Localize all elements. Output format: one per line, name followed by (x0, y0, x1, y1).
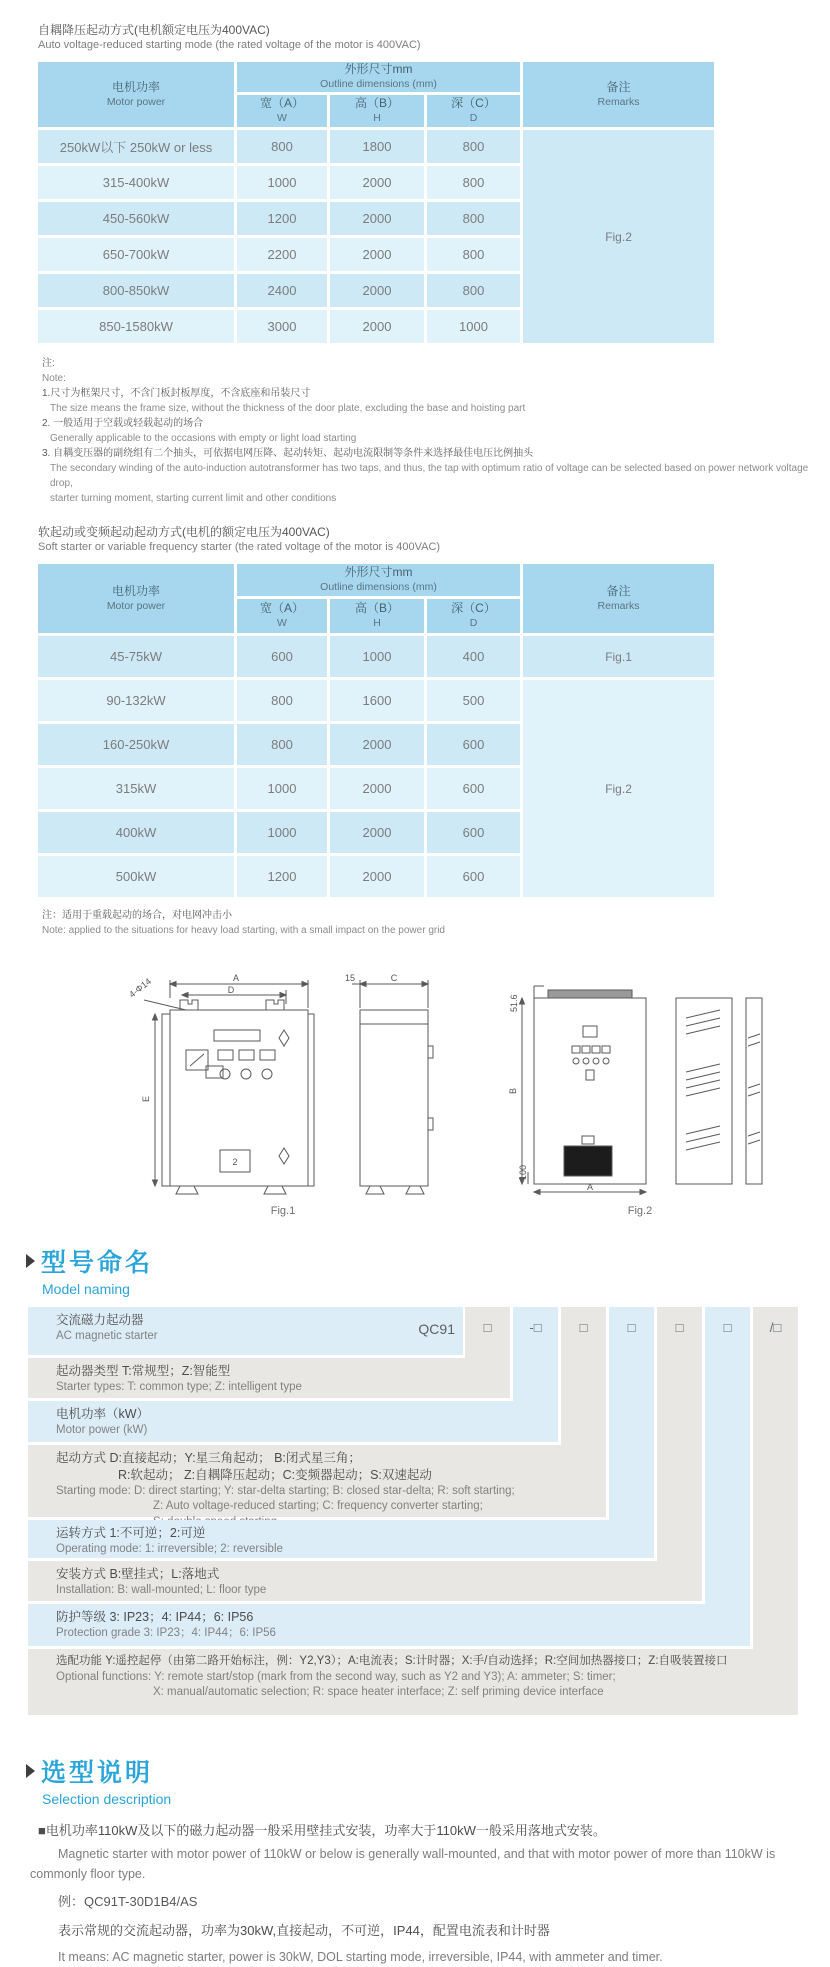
selection-example-desc-en: It means: AC magnetic starter, power is 30kW, DOL starting mode, irreversible, IP44, with ammeter and timer. (58, 1950, 663, 1965)
col-remarks: 备注 Remarks (523, 62, 714, 127)
fig2-dim-b: B (508, 1088, 518, 1095)
table-row: 500kW 1200 2000 600 (38, 856, 714, 897)
fig1-panel-num: 2 (232, 1157, 238, 1168)
fig1-label: Fig.1 (270, 1205, 296, 1218)
section2-title (38, 524, 830, 555)
model-row-starter-type: 起动器类型 T:常规型；Z:智能型 Starter types: T: common type; Z: intelligent type (28, 1358, 510, 1398)
model-row-operating-mode: 运转方式 1:不可逆；2:可逆 Operating mode: 1: irreversible; 2: reversible (28, 1520, 654, 1558)
model-naming-diagram (28, 1307, 804, 1719)
fig1-dim-a: A (232, 973, 240, 984)
code-column-strip (657, 1307, 702, 1601)
selection-example: 例：QC91T-30D1B4/AS (58, 1893, 198, 1909)
fig2-dim-516: 51.6 (509, 994, 519, 1013)
table-row: 450-560kW 1200 2000 800 (38, 202, 714, 235)
model-naming-header (26, 1243, 830, 1297)
table-row: 650-700kW 2200 2000 800 (38, 238, 714, 271)
fig2-dim-a: A (586, 1182, 594, 1193)
figures (118, 968, 830, 1217)
section1-title (38, 22, 830, 53)
col-width-a: 宽（A） W (237, 95, 327, 127)
section2-title-en: Soft starter or variable frequency starter (the rated voltage of the motor is 400VAC) (38, 541, 441, 554)
table-row: 800-850kW 2400 2000 800 (38, 274, 714, 307)
col-motor-power: 电机功率 Motor power (38, 62, 234, 127)
remarks-fig2: Fig.2 (523, 130, 714, 343)
table-row: 90-132kW 800 1600 500 Fig.2 (38, 680, 714, 721)
figure-2 (500, 968, 780, 1217)
model-naming-title-en: Model naming (42, 1281, 130, 1298)
selection-paragraph-en: Magnetic starter with motor power of 110kW or below is generally wall-mounted, and that with motor power of more than 110kW is commonly floor type. (30, 1846, 776, 1881)
code-box: -□ (529, 1320, 542, 1336)
table2-note: 注：适用于重载起动的场合，对电网冲击小 Note: applied to the situations for heavy load starting, with a small impact on the power grid (42, 910, 445, 937)
col-remarks: 备注 Remarks (523, 564, 714, 633)
fig1-dim-d: D (227, 985, 235, 996)
fig1-dim-15: 15 (344, 973, 356, 984)
col-outline-dimensions: 外形尺寸mm Outline dimensions (mm) (237, 62, 520, 92)
code-column-strip (705, 1307, 750, 1646)
model-naming-title-cn: 型号命名 (41, 1249, 154, 1278)
model-row-product: 交流磁力起动器 AC magnetic starter QC91 (28, 1307, 463, 1355)
fig2-drawing (500, 968, 780, 1198)
col-height-b: 高（B） H (330, 599, 424, 633)
selection-title-en: Selection description (42, 1791, 172, 1808)
fig1-dim-e: E (141, 1096, 151, 1103)
fig1-dim-holes: 4-Φ14 (127, 976, 154, 1000)
selection-title-cn: 选型说明 (41, 1759, 154, 1788)
table1-notes: 注: Note: 1.尺寸为框架尺寸，不含门板封板厚度，不含底座和吊装尺寸 The size means the frame size, without the thickness of the door plate, excluding the base and hoisting part 2. 一般适用于空载或轻载起动的场合 Generally applicable to the occasions with empty or light load starting 3. 自耦变压器的副绕组有二个抽头，可依据电网压降、起动转矩、起动电流限制等条件来选择最佳电压比例抽头 The secondary winding of the auto-induction autotransformer has two taps, and thus, the tap with optimum ratio of voltage can be selected based on power network voltage drop, starter turning moment, starting current limit and other conditions (42, 358, 809, 505)
model-row-starting-mode: 起动方式 D:直接起动；Y:星三角起动； B:闭式星三角； R:软起动； Z:自耦降压起动；C:变频器起动；S:双速起动 Starting mode: D: direct starting; Y: star-delta starting; B: closed star-delta; R: soft starting; Z: Auto voltage-reduced starting; C: frequency converter starting; (28, 1445, 606, 1517)
fig1-drawing (118, 968, 448, 1198)
code-box: □ (579, 1320, 588, 1336)
table-row: 250kW以下 250kW or less 800 1800 800 Fig.2 (38, 130, 714, 163)
fig2-label: Fig.2 (627, 1205, 653, 1218)
selection-example-desc-cn: 表示常规的交流起动器，功率为30kW,直接起动，不可逆，IP44，配置电流表和计时器 (58, 1922, 550, 1938)
table-row: 400kW 1000 2000 600 (38, 812, 714, 853)
code-box: /□ (769, 1320, 782, 1336)
section1-title-en: Auto voltage-reduced starting mode (the rated voltage of the motor is 400VAC) (38, 39, 421, 52)
code-box: □ (627, 1320, 636, 1336)
fig2-dim-100: 100 (518, 1165, 528, 1181)
code-box: □ (675, 1320, 684, 1336)
remarks-fig2: Fig.2 (523, 680, 714, 897)
col-motor-power: 电机功率 Motor power (38, 564, 234, 633)
col-outline-dimensions: 外形尺寸mm Outline dimensions (mm) (237, 564, 520, 596)
table-row: 160-250kW 800 2000 600 (38, 724, 714, 765)
col-width-a: 宽（A） W (237, 599, 327, 633)
col-height-b: 高（B） H (330, 95, 424, 127)
table-row: 315kW 1000 2000 600 (38, 768, 714, 809)
selection-paragraph-cn: ■电机功率110kW及以下的磁力起动器一般采用壁挂式安装，功率大于110kW一般采用落地式安装。 (38, 1823, 606, 1839)
model-row-motor-power: 电机功率（kW） Motor power (kW) (28, 1401, 558, 1442)
section1-title-cn: 自耦降压起动方式(电机额定电压为400VAC) (38, 23, 270, 37)
col-depth-c: 深（C） D (427, 95, 520, 127)
table-row: 315-400kW 1000 2000 800 (38, 166, 714, 199)
table-row: 45-75kW 600 1000 400 Fig.1 (38, 636, 714, 677)
model-row-optional-functions: 选配功能 Y:遥控起停（由第二路开始标注，例：Y2,Y3）；A:电流表；S:计时器；X:手/自动选择；R:空间加热器接口；Z:自吸装置接口 Optional functions: Y: remote start/stop (mark from the second way, such as Y2 and Y3); A: ammeter; S: timer; X: manual/automatic selection; R: space heater interface; Z: self priming device interface (28, 1649, 798, 1715)
col-depth-c: 深（C） D (427, 599, 520, 633)
soft-starter-table (35, 561, 717, 900)
auto-voltage-table (35, 59, 717, 346)
model-row-protection-grade: 防护等级 3: IP23；4: IP44；6: IP56 Protection grade 3: IP23；4: IP44；6: IP56 (28, 1604, 750, 1646)
fig1-dim-c: C (390, 973, 398, 984)
model-code: QC91 (418, 1321, 455, 1338)
model-row-installation: 安装方式 B:壁挂式；L:落地式 Installation: B: wall-mounted; L: floor type (28, 1561, 702, 1601)
square-bullet-icon: ■ (38, 1823, 46, 1839)
triangle-bullet-icon (26, 1254, 35, 1268)
section2-title-cn: 软起动或变频起动起动方式(电机的额定电压为400VAC) (38, 525, 330, 540)
remarks-fig1: Fig.1 (523, 636, 714, 677)
table-row: 850-1580kW 3000 2000 1000 (38, 310, 714, 343)
code-box: □ (483, 1320, 492, 1336)
selection-header (26, 1753, 830, 1807)
triangle-bullet-icon (26, 1764, 35, 1778)
figure-1 (118, 968, 448, 1217)
code-box: □ (723, 1320, 732, 1336)
